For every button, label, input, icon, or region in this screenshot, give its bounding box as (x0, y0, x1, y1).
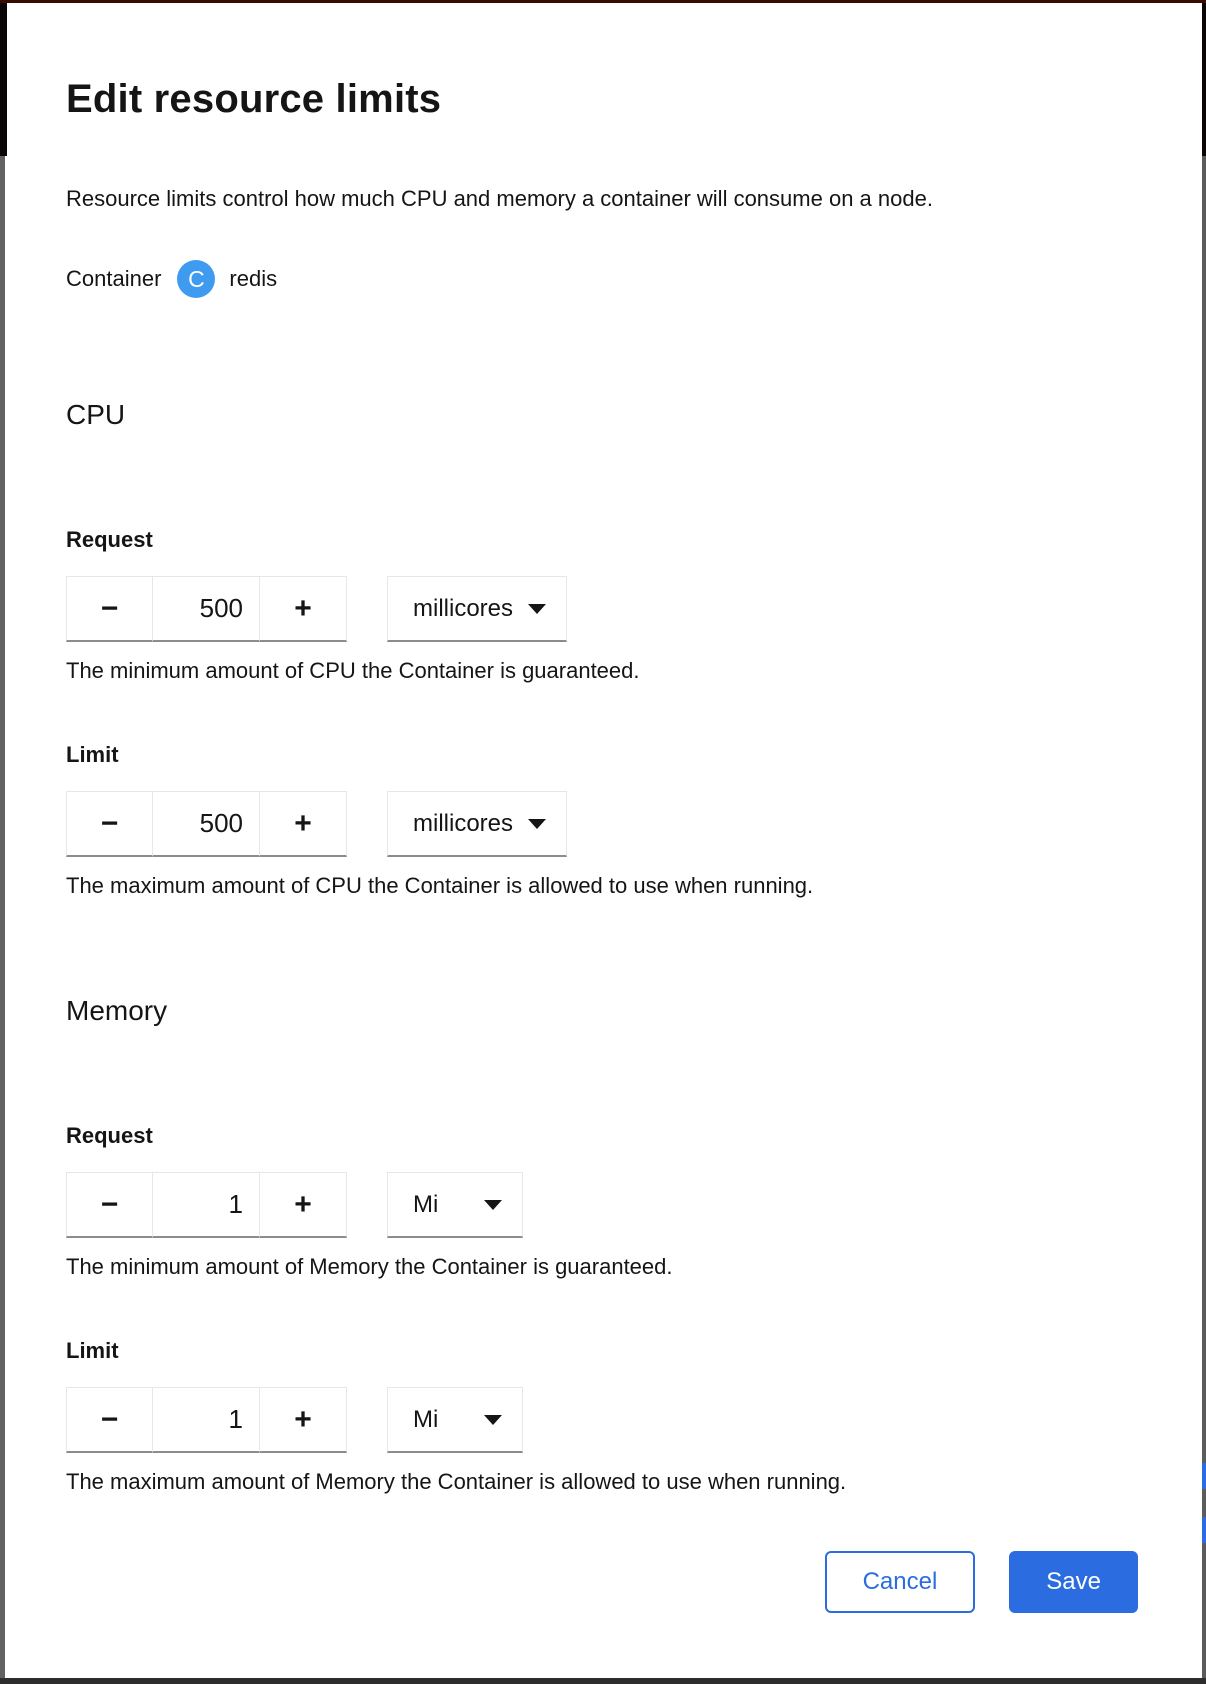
memory-request-helper-text: The minimum amount of Memory the Container is guaranteed. (66, 1254, 673, 1279)
memory-request-unit-value: Mi (413, 1190, 439, 1218)
memory-limit-helper-text: The maximum amount of Memory the Container is allowed to use when running. (66, 1469, 847, 1494)
section-heading-cpu: CPU (66, 399, 126, 430)
memory-request-value-input[interactable] (152, 1172, 260, 1238)
memory-request-input-row (66, 1172, 1138, 1238)
cpu-limit-value-input[interactable] (152, 791, 260, 857)
memory-limit-input-row (66, 1387, 1138, 1453)
section-heading-memory: Memory (66, 995, 168, 1026)
cpu-limit-unit-select[interactable] (387, 791, 567, 857)
cpu-request-helper-text: The minimum amount of CPU the Container is guaranteed. (66, 658, 640, 683)
cpu-request-value-input[interactable] (152, 576, 260, 642)
memory-request-label: Request (66, 1123, 153, 1148)
background-right-body (1202, 156, 1206, 1684)
background-top-edge (0, 0, 1206, 3)
background-right-masthead (1202, 0, 1206, 156)
cpu-limit-label: Limit (66, 742, 119, 767)
memory-limit-unit-value: Mi (413, 1405, 439, 1433)
cpu-limit-stepper (66, 791, 347, 857)
cpu-request-unit-value: millicores (413, 594, 514, 622)
caret-down-icon (484, 1415, 502, 1425)
memory-limit-field (66, 1337, 1138, 1496)
minus-icon[interactable]: − (66, 576, 152, 642)
caret-down-icon (528, 604, 546, 614)
cpu-limit-field (66, 741, 1138, 900)
cpu-limit-input-row (66, 791, 1138, 857)
caret-down-icon (528, 819, 546, 829)
cpu-limit-unit-value: millicores (413, 809, 514, 837)
background-bottom-edge (0, 1678, 1206, 1684)
cpu-limit-helper-text: The maximum amount of CPU the Container is allowed to use when running. (66, 873, 814, 898)
minus-icon[interactable]: − (66, 1172, 152, 1238)
modal-description: Resource limits control how much CPU and memory a container will consume on a node. (66, 186, 933, 211)
plus-icon[interactable]: + (260, 576, 347, 642)
plus-icon[interactable]: + (260, 1387, 347, 1453)
caret-down-icon (484, 1200, 502, 1210)
plus-icon[interactable]: + (260, 791, 347, 857)
container-badge-icon: C (177, 260, 215, 298)
cpu-request-label: Request (66, 527, 153, 552)
container-row (66, 260, 1138, 298)
minus-icon[interactable]: − (66, 791, 152, 857)
background-left-masthead (0, 0, 7, 156)
memory-request-unit-select[interactable] (387, 1172, 523, 1238)
cpu-request-stepper (66, 576, 347, 642)
edit-resource-limits-modal (7, 3, 1202, 1678)
modal-footer (66, 1551, 1138, 1613)
page-title: Edit resource limits (66, 77, 442, 121)
plus-icon[interactable]: + (260, 1172, 347, 1238)
memory-limit-label: Limit (66, 1338, 119, 1363)
memory-limit-value-input[interactable] (152, 1387, 260, 1453)
container-label: Container (66, 266, 162, 291)
background-artifact (1202, 1517, 1206, 1543)
background-artifact (1202, 1463, 1206, 1489)
memory-request-stepper (66, 1172, 347, 1238)
save-button[interactable]: Save (1009, 1551, 1138, 1613)
cpu-request-field (66, 526, 1138, 685)
memory-limit-stepper (66, 1387, 347, 1453)
memory-limit-unit-select[interactable] (387, 1387, 523, 1453)
minus-icon[interactable]: − (66, 1387, 152, 1453)
memory-request-field (66, 1122, 1138, 1281)
cpu-request-unit-select[interactable] (387, 576, 567, 642)
cpu-request-input-row (66, 576, 1138, 642)
background-left-body (0, 156, 5, 1684)
container-name: redis (229, 266, 278, 291)
cancel-button[interactable]: Cancel (825, 1551, 976, 1613)
